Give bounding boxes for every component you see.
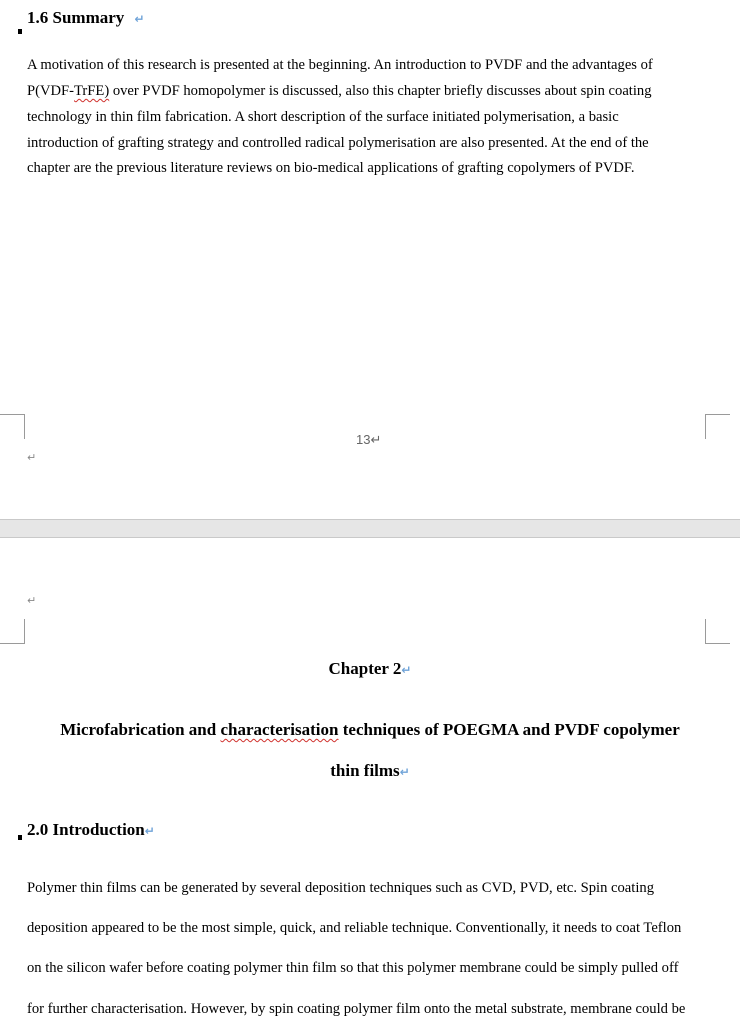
paragraph-line: Polymer thin films can be generated by several deposition techniques such as CVD, PVD, etc. Spin coating <box>27 880 654 896</box>
section-heading-1-6 <box>27 8 145 28</box>
pilcrow-icon: ↵ <box>401 663 412 677</box>
margin-corner-mark-right <box>705 619 730 644</box>
pilcrow-icon: ↵ <box>134 12 145 26</box>
pilcrow-icon: ↵ <box>399 765 410 779</box>
paragraph-line: on the silicon wafer before coating polymer thin film so that this polymer membrane could be simply pulled off <box>27 960 679 976</box>
section-heading-text: 1.6 Summary <box>27 8 125 27</box>
paragraph-line: for further characterisation. However, by spin coating polymer film onto the metal substrate, membrane could be <box>27 1001 686 1017</box>
text-run: Microfabrication and <box>60 720 221 739</box>
paragraph-line: introduction of grafting strategy and controlled radical polymerisation are also presented. At the end of the <box>27 135 649 151</box>
pilcrow-icon: ↵ <box>144 824 155 838</box>
chapter-label-text: Chapter 2 <box>328 659 402 678</box>
page-number: 13↵ <box>356 432 382 447</box>
margin-corner-mark-left <box>0 619 25 644</box>
paragraph-line: technology in thin film fabrication. A short description of the surface initiated polymerisation, a basic <box>27 109 619 125</box>
section-heading-2-0 <box>27 820 155 840</box>
paragraph-line: A motivation of this research is presented at the beginning. An introduction to PVDF and the advantages of <box>27 57 653 73</box>
page-break-gap <box>0 519 740 538</box>
chapter-title-line <box>0 720 740 740</box>
chapter-title-line <box>0 761 740 781</box>
section-heading-text: 2.0 Introduction <box>27 820 145 839</box>
text-run: P(VDF- <box>27 83 75 99</box>
text-run: techniques of POEGMA and PVDF copolymer <box>338 720 680 739</box>
text-run: thin films <box>330 761 400 780</box>
chapter-label <box>0 659 740 679</box>
spelling-flagged-word[interactable]: TrFE) <box>74 83 110 99</box>
paragraph-return-icon: ↵ <box>27 451 37 464</box>
paragraph-return-icon: ↵ <box>27 594 37 607</box>
paragraph-line: deposition appeared to be the most simple, quick, and reliable technique. Conventionally, it needs to coat Teflon <box>27 920 682 936</box>
margin-corner-mark-left <box>0 414 25 439</box>
paragraph-line <box>27 83 652 100</box>
margin-corner-mark-right <box>705 414 730 439</box>
spelling-flagged-word[interactable]: characterisation <box>220 720 339 739</box>
text-run: over PVDF homopolymer is discussed, also this chapter briefly discusses about spin coating <box>109 83 652 99</box>
paragraph-line: chapter are the previous literature reviews on bio-medical applications of grafting copolymers of PVDF. <box>27 160 635 176</box>
paragraph-mark-bullet <box>18 29 22 34</box>
paragraph-mark-bullet <box>18 835 22 840</box>
